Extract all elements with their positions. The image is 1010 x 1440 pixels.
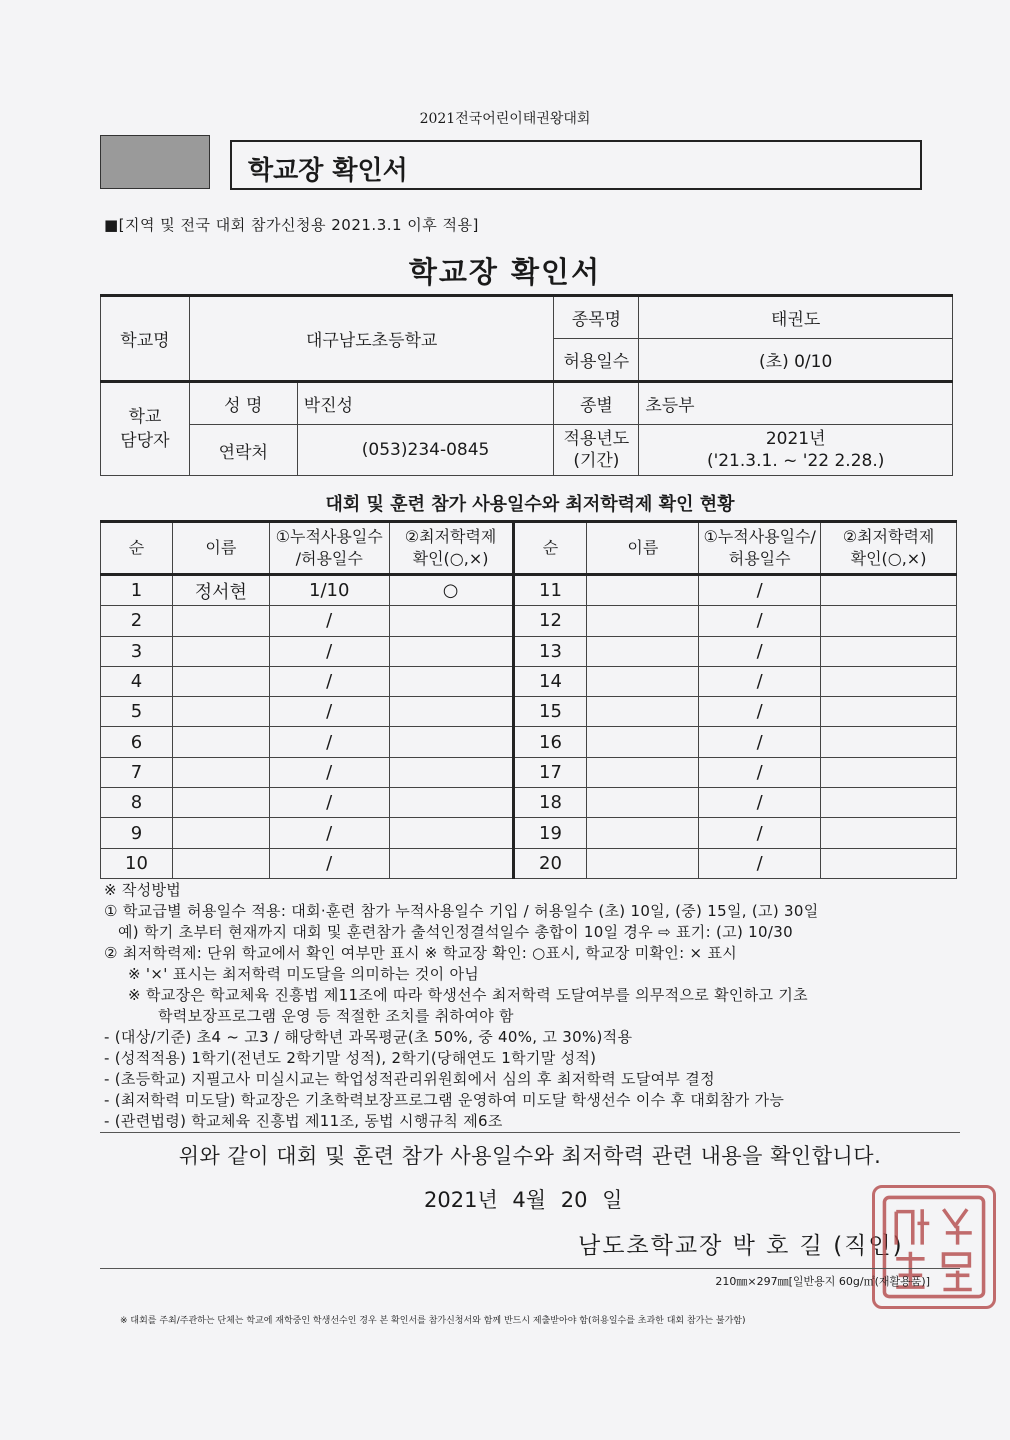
note-line: ※ 작성방법 — [104, 881, 182, 899]
row-no-2: 11 — [513, 575, 587, 606]
row-name — [172, 727, 269, 757]
table-row — [101, 848, 957, 878]
title-box — [230, 140, 922, 190]
table-body — [101, 575, 957, 879]
event-label: 종목명 — [554, 296, 639, 339]
table-row — [101, 606, 957, 636]
row-name-2 — [587, 697, 699, 727]
row-check — [389, 757, 513, 787]
row-check-2 — [821, 757, 957, 787]
application-note: ■[지역 및 전국 대회 참가신청용 2021.3.1 이후 적용] — [104, 216, 479, 234]
row-no-2: 13 — [513, 636, 587, 666]
row-name — [172, 666, 269, 696]
period-value: ('21.3.1. ~ '22 2.28.) — [706, 451, 885, 471]
row-name — [172, 757, 269, 787]
table-row — [101, 757, 957, 787]
table-row — [101, 788, 957, 818]
row-check — [389, 788, 513, 818]
row-check — [389, 697, 513, 727]
row-name — [172, 848, 269, 878]
row-no-2: 17 — [513, 757, 587, 787]
participation-table — [100, 520, 957, 879]
note-line: - (관련법령) 학교체육 진흥법 제11조, 동법 시행규칙 제6조 — [104, 1112, 503, 1130]
row-check-2 — [821, 727, 957, 757]
school-name-value: 대구남도초등학교 — [189, 296, 554, 382]
row-check-2 — [821, 848, 957, 878]
row-check — [389, 848, 513, 878]
note-line: ② 최저학력제: 단위 학교에서 확인 여부만 표시 ※ 학교장 확인: ○표시, 학교장 미확인: × 표시 — [104, 944, 738, 962]
row-days: / — [269, 818, 389, 848]
row-days: / — [269, 788, 389, 818]
row-check-2 — [821, 606, 957, 636]
row-name — [172, 818, 269, 848]
row-no: 1 — [101, 575, 173, 606]
row-check — [389, 636, 513, 666]
row-days: / — [269, 727, 389, 757]
row-name — [172, 697, 269, 727]
row-name — [172, 788, 269, 818]
row-check-2 — [821, 818, 957, 848]
divider — [100, 1132, 960, 1133]
name-value: 박진성 — [297, 382, 554, 425]
row-days: / — [269, 697, 389, 727]
row-no: 9 — [101, 818, 173, 848]
header-no: 순 — [101, 522, 173, 575]
row-no: 2 — [101, 606, 173, 636]
official-seal-icon — [872, 1185, 996, 1309]
section-title: 대회 및 훈련 참가 사용일수와 최저학력제 확인 현황 — [325, 494, 735, 515]
header-name-2: 이름 — [587, 522, 699, 575]
instructions — [104, 880, 964, 1132]
row-days-2: / — [699, 788, 821, 818]
row-name — [172, 636, 269, 666]
row-days: 1/10 — [269, 575, 389, 606]
name-label: 성 명 — [189, 382, 297, 425]
row-no: 4 — [101, 666, 173, 696]
row-check-2 — [821, 788, 957, 818]
table-row — [101, 666, 957, 696]
row-name-2 — [587, 727, 699, 757]
divider — [100, 1268, 960, 1269]
row-check-2 — [821, 697, 957, 727]
row-days-2: / — [699, 727, 821, 757]
table-row — [101, 697, 957, 727]
row-days: / — [269, 606, 389, 636]
row-check — [389, 666, 513, 696]
row-name-2 — [587, 666, 699, 696]
header-days: ①누적사용일수 /허용일수 — [269, 522, 389, 575]
issue-date: 2021년 4월 20 일 — [424, 1188, 623, 1212]
page-title: 학교장 확인서 — [408, 255, 602, 289]
row-no-2: 14 — [513, 666, 587, 696]
note-line: ① 학교급별 허용일수 적용: 대회·훈련 참가 누적사용일수 기입 / 허용일수 (초) 10일, (중) 15일, (고) 30일 — [104, 902, 819, 920]
row-name-2 — [587, 606, 699, 636]
contact-value: (053)234-0845 — [297, 425, 554, 476]
table-row — [101, 575, 957, 606]
note-line: ※ '×' 표시는 최저학력 미도달을 의미하는 것이 아님 — [128, 965, 480, 983]
school-info-table — [100, 294, 953, 476]
header-no-2: 순 — [513, 522, 587, 575]
row-check: ○ — [389, 575, 513, 606]
row-no: 6 — [101, 727, 173, 757]
header-days-2: ①누적사용일수/ 허용일수 — [699, 522, 821, 575]
confirm-statement: 위와 같이 대회 및 훈련 참가 사용일수와 최저학력 관련 내용을 확인합니다. — [178, 1144, 882, 1168]
paper-spec: 210㎜×297㎜[일반용지 60g/㎡(재활용품)] — [715, 1275, 930, 1288]
row-check-2 — [821, 575, 957, 606]
table-row — [101, 727, 957, 757]
table-row — [101, 636, 957, 666]
row-days: / — [269, 848, 389, 878]
year-label: 적용년도 (기간) — [554, 425, 639, 476]
row-days-2: / — [699, 848, 821, 878]
row-no: 3 — [101, 636, 173, 666]
event-title: 2021전국어린이태권왕대회 — [419, 111, 591, 127]
note-line: - (최저학력 미도달) 학교장은 기초학력보장프로그램 운영하여 미도달 학생선수 이수 후 대회참가 가능 — [104, 1091, 785, 1109]
row-check — [389, 818, 513, 848]
header-check: ②최저학력제 확인(○,×) — [389, 522, 513, 575]
note-line: 학력보장프로그램 운영 등 적절한 조치를 취하여야 함 — [158, 1007, 514, 1025]
row-no-2: 12 — [513, 606, 587, 636]
row-days: / — [269, 666, 389, 696]
row-days-2: / — [699, 818, 821, 848]
note-line: 예) 학기 초부터 현재까지 대회 및 훈련참가 출석인정결석일수 총합이 10일 경우 ⇨ 표기: (고) 10/30 — [118, 923, 793, 941]
manager-label: 학교 담당자 — [101, 382, 190, 476]
row-no-2: 15 — [513, 697, 587, 727]
school-name-label: 학교명 — [101, 296, 190, 382]
row-name-2 — [587, 575, 699, 606]
row-days-2: / — [699, 697, 821, 727]
row-days: / — [269, 636, 389, 666]
row-days: / — [269, 757, 389, 787]
row-no-2: 16 — [513, 727, 587, 757]
row-name — [172, 606, 269, 636]
row-days-2: / — [699, 757, 821, 787]
year-value: 2021년 — [765, 429, 826, 449]
table-row — [101, 818, 957, 848]
note-line: - (대상/기준) 초4 ~ 고3 / 해당학년 과목평균(초 50%, 중 40%, 고 30%)적용 — [104, 1028, 633, 1046]
row-check — [389, 606, 513, 636]
row-name-2 — [587, 848, 699, 878]
note-line: - (초등학교) 지필고사 미실시교는 학업성적관리위원회에서 심의 후 최저학력 도달여부 결정 — [104, 1070, 715, 1088]
row-check-2 — [821, 666, 957, 696]
row-days-2: / — [699, 666, 821, 696]
row-no: 10 — [101, 848, 173, 878]
row-name-2 — [587, 757, 699, 787]
division-label: 종별 — [554, 382, 639, 425]
header-check-2: ②최저학력제 확인(○,×) — [821, 522, 957, 575]
row-check-2 — [821, 636, 957, 666]
principal-signature: 남도초학교장 박 호 길 (직인) — [578, 1233, 904, 1259]
footnote: ※ 대회를 주최/주관하는 단체는 학교에 재학중인 학생선수인 경우 본 확인서를 참가신청서와 함께 반드시 제출받아야 함(허용일수를 초과한 대회 참가는 불가함) — [120, 1316, 746, 1326]
row-no: 5 — [101, 697, 173, 727]
row-name-2 — [587, 788, 699, 818]
gray-label-box — [100, 135, 210, 189]
row-name-2 — [587, 818, 699, 848]
row-days-2: / — [699, 606, 821, 636]
allowed-days-value: (초) 0/10 — [639, 339, 953, 382]
row-no-2: 19 — [513, 818, 587, 848]
row-days-2: / — [699, 636, 821, 666]
year-cell — [639, 425, 953, 476]
row-days-2: / — [699, 575, 821, 606]
row-name: 정서현 — [172, 575, 269, 606]
allowed-days-label: 허용일수 — [554, 339, 639, 382]
division-value: 초등부 — [639, 382, 953, 425]
contact-label: 연락처 — [189, 425, 297, 476]
header-name: 이름 — [172, 522, 269, 575]
row-check — [389, 727, 513, 757]
row-no: 8 — [101, 788, 173, 818]
note-line: - (성적적용) 1학기(전년도 2학기말 성적), 2학기(당해연도 1학기말 성적) — [104, 1049, 597, 1067]
row-no-2: 20 — [513, 848, 587, 878]
row-no: 7 — [101, 757, 173, 787]
box-title: 학교장 확인서 — [248, 156, 408, 186]
note-line: ※ 학교장은 학교체육 진흥법 제11조에 따라 학생선수 최저학력 도달여부를 의무적으로 확인하고 기초 — [128, 986, 808, 1004]
row-name-2 — [587, 636, 699, 666]
row-no-2: 18 — [513, 788, 587, 818]
event-value: 태권도 — [639, 296, 953, 339]
